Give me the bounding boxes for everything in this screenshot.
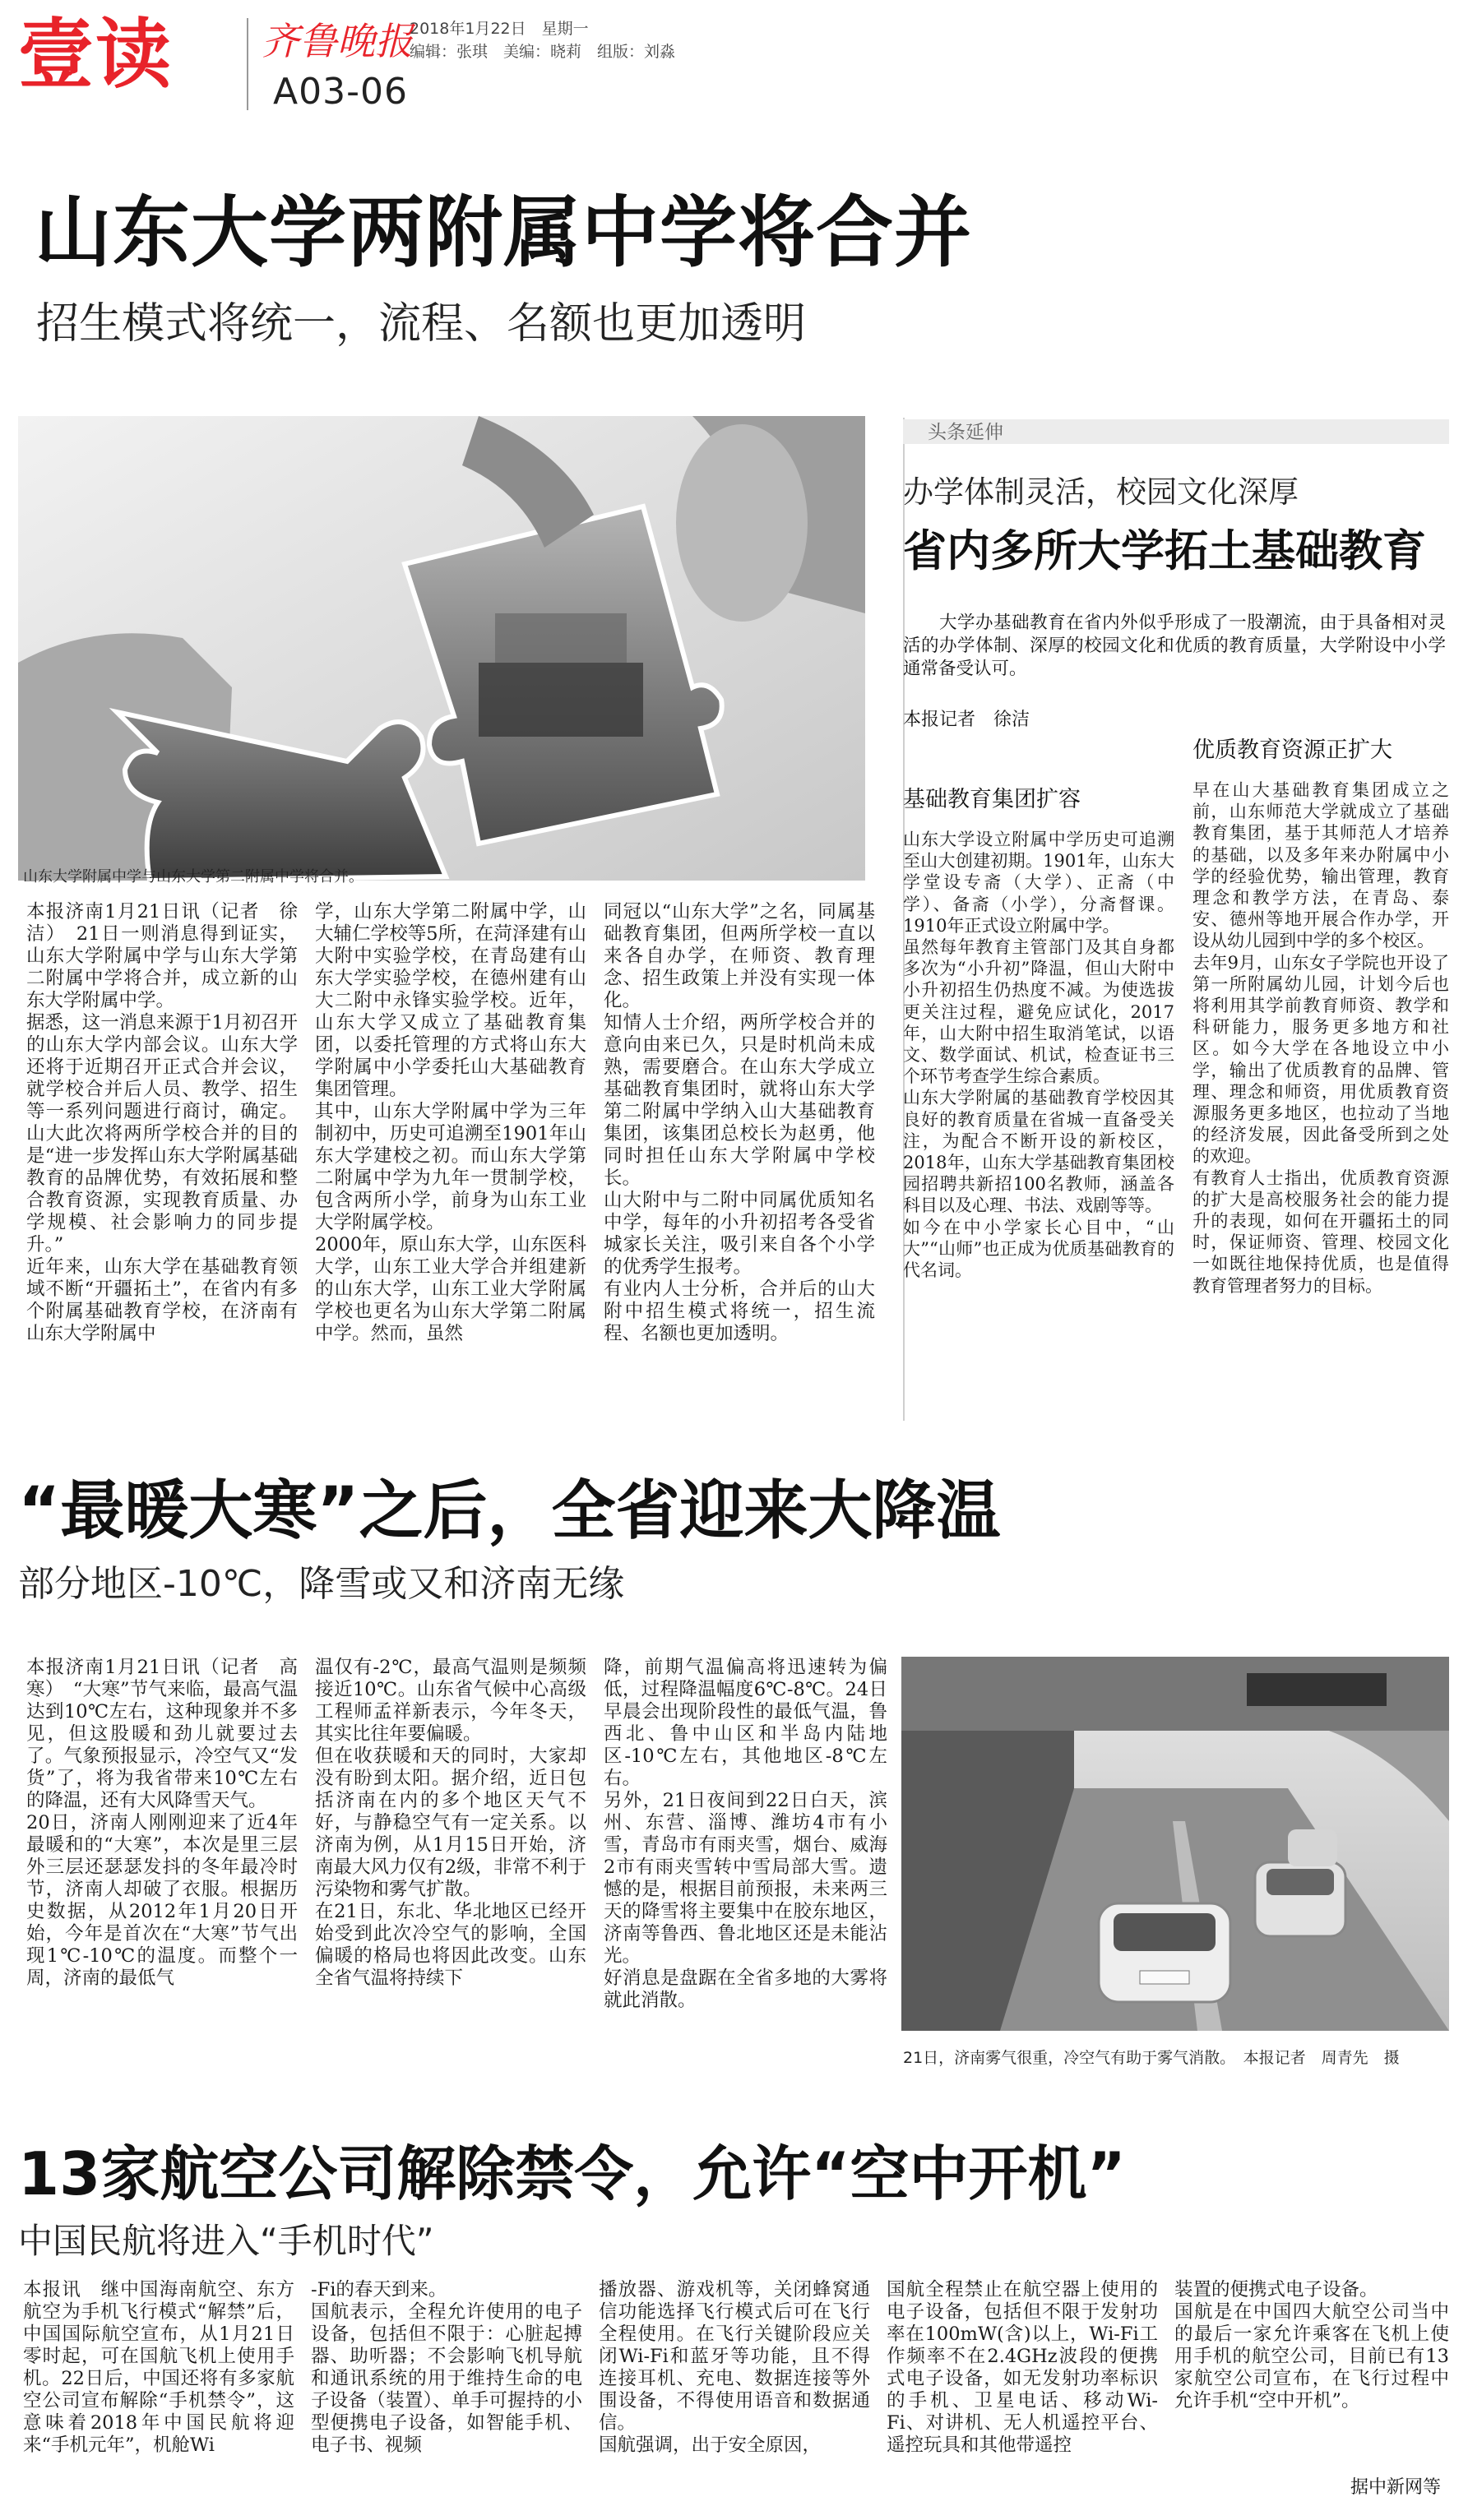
story2-column-1: 本报济南1月21日讯（记者 高寒） “大寒”节气来临，最高气温达到10℃左右，这种现象并不多见，但这股暖和劲儿就要过去了。气象预报显示，冷空气又“发货”了，将为我省带来10℃左右的降温，还有大风降雪天气。 20日，济南人刚刚迎来了近4年最暖和的“大寒”，本次是里三层外三层还瑟瑟发抖的冬年最冷时节，济南人却破了衣服。根据历史数据，从2012年1月20日开始，今年是首次在“大寒”节气出现1℃-10℃的温度。而整个一周，济南的最低气 [26, 1657, 298, 1989]
story3-column-1: 本报讯 继中国海南航空、东方航空为手机飞行模式“解禁”后，中国国际航空宣布，从1月21日零时起，可在国航飞机上使用手机。22日后，中国还将有多家航空公司宣布解除“手机禁令”，这意味着2018年中国民航将迎来“手机元年”，机舱Wi [23, 2279, 294, 2456]
masthead-divider [247, 18, 248, 110]
sidebar-right-subhead: 优质教育资源正扩大 [1192, 738, 1392, 763]
story2-headline: “最暖大寒”之后，全省迎来大降温 [18, 1474, 1001, 1548]
story3-column-5: 装置的便携式电子设备。 国航是在中国四大航空公司当中的最后一家允许乘客在飞机上使用手机的航空公司，目前已有13家航空公司宣布，在飞行过程中允许手机“空中开机”。 [1174, 2279, 1449, 2411]
story3-column-2: -Fi的春天到来。 国航表示，全程允许使用的电子设备，包括但不限于：心脏起搏器、助听器；不会影响飞机导航和通讯系统的用于维持生命的电子设备（装置）、单手可握持的小型便携电子设备，如智能手机、电子书、视频 [311, 2279, 582, 2456]
story1-column-3: 同冠以“山东大学”之名，同属基础教育集团，但两所学校一直以来各自办学，在师资、教育理念、招生政策上并没有实现一体化。 知情人士介绍，两所学校合并的意向由来已久，只是时机尚未成熟，需要磨合。在山东大学成立基础教育集团时，就将山东大学第二附属中学纳入山大基础教育集团，该集团总校长为赵勇，他同时担任山东大学附属中学校长。 山大附中与二附中同属优质知名中学，每年的小升初招考各受省城家长关注，吸引来自各个小学的优秀学生报考。 有业内人士分析，合并后的山大附中招生模式将统一，招生流程、名额也更加透明。 [604, 901, 875, 1344]
story3-subheadline: 中国民航将进入“手机时代” [18, 2221, 434, 2261]
story1-subheadline: 招生模式将统一，流程、名额也更加透明 [36, 299, 807, 349]
section-title: 壹读 [18, 11, 174, 99]
sidebar-kicker: 办学体制灵活，校园文化深厚 [903, 474, 1299, 510]
sidebar-byline: 本报记者 徐洁 [903, 710, 1030, 730]
staff-line: 编辑：张琪 美编：晓莉 组版：刘淼 [410, 43, 676, 61]
page-number: A03-06 [273, 71, 408, 113]
sidebar-tag: 头条延伸 [928, 422, 1003, 443]
foggy-road-photo [901, 1657, 1449, 2031]
story3-column-4: 国航全程禁止在航空器上使用的电子设备，包括但不限于发射功率在100mW(含)以上，Wi-Fi工作频率不在2.4GHz波段的便携式电子设备，如无发射功率标识的手机、卫星电话、移动Wi-Fi、对讲机、无人机遥控平台、遥控玩具和其他带遥控 [887, 2279, 1158, 2456]
story1-photo-caption: 山东大学附属中学与山东大学第二附属中学将合并。 [23, 868, 364, 885]
story1-headline: 山东大学两附属中学将合并 [35, 188, 973, 278]
newspaper-logo: 齐鲁晚报 [262, 19, 413, 63]
sidebar-left-subhead: 基础教育集团扩容 [903, 787, 1081, 812]
story1-column-2: 学，山东大学第二附属中学，山大辅仁学校等5所，在菏泽建有山大附中实验学校，在青岛建有山东大学实验学校，在德州建有山大二附中永锋实验学校。近年，山东大学又成立了基础教育集团，以委托管理的方式将山东大学附属中小学委托山大基础教育集团管理。 其中，山东大学附属中学为三年制初中，历史可追溯至1901年山东大学建校之初。而山东大学第二附属中学为九年一贯制学校，包含两所小学，前身为山东工业大学附属学校。 2000年，原山东大学，山东医科大学，山东工业大学合并组建新的山东大学，山东工业大学附属学校也更名为山东大学第二附属中学。然而，虽然 [315, 901, 586, 1344]
sidebar-summary: 大学办基础教育在省内外似乎形成了一股潮流，由于具备相对灵活的办学体制、深厚的校园文化和优质的教育质量，大学附设中小学通常备受认可。 [903, 613, 1446, 679]
story2-photo [901, 1657, 1449, 2031]
story1-photo [18, 416, 865, 881]
sidebar-left-text: 山东大学设立附属中学历史可追溯至山大创建初期。1901年，山东大学堂设专斋（大学）、正斋（中学）、备斋（小学），分斋督课。1910年正式设立附属中学。 虽然每年教育主管部门及其自身都多次为“小升初”降温，但山大附中小升初招生仍热度不减。为使选拔更关注过程，避免应试化，2017年，山大附中招生取消笔试，以语文、数学面试、机试，检查证书三个环节考查学生综合素质。 山东大学附属的基础教育学校因其良好的教育质量在省城一直备受关注，为配合不断开设的新校区，2018年，山东大学基础教育集团校园招聘共新招100名教师，涵盖各科目以及心理、书法、戏剧等等。 如今在中小学家长心目中，“山大”“山师”也正成为优质基础教育的代名词。 [903, 830, 1174, 1281]
story3-column-3: 播放器、游戏机等，关闭蜂窝通信功能选择飞行模式后可在飞行全程使用。在飞行关键阶段应关闭Wi-Fi和蓝牙等功能，且不得连接耳机、充电、数据连接等外围设备，不得使用语音和数据通信。 国航强调，出于安全原因， [599, 2279, 870, 2456]
story3-headline: 13家航空公司解除禁令，允许“空中开机” [18, 2139, 1126, 2208]
sidebar-headline: 省内多所大学拓土基础教育 [903, 526, 1426, 576]
story1-column-1: 本报济南1月21日讯（记者 徐洁） 21日一则消息得到证实，山东大学附属中学与山东大学第二附属中学将合并，成立新的山东大学附属中学。 据悉，这一消息来源于1月初召开的山东大学内部会议。山东大学还将于近期召开正式合并会议，就学校合并后人员、教学、招生等一系列问题进行商讨，确定。山大此次将两所学校合并的目的是“进一步发挥山东大学附属基础教育的品牌优势，有效拓展和整合教育资源，实现教育质量、办学规模、社会影响力的同步提升。” 近年来，山东大学在基础教育领域不断“开疆拓土”，在省内有多个附属基础教育学校，在济南有山东大学附属中 [26, 901, 298, 1344]
puzzle-photo-illustration [18, 416, 865, 881]
story2-column-3: 降，前期气温偏高将迅速转为偏低，过程降温幅度6℃-8℃。24日早晨会出现阶段性的最低气温，鲁西北、鲁中山区和半岛内陆地区-10℃左右，其他地区-8℃左右。 另外，21日夜间到22日白天，滨州、东营、淄博、潍坊4市有小雪，青岛市有雨夹雪，烟台、威海2市有雨夹雪转中雪局部大雪。遗憾的是，根据目前预报，未来两三天的降雪将主要集中在胶东地区，济南等鲁西、鲁北地区还是未能沾光。 好消息是盘踞在全省多地的大雾将就此消散。 [604, 1657, 887, 2011]
story2-photo-caption: 21日，济南雾气很重，冷空气有助于雾气消散。 本报记者 周青先 摄 [903, 2049, 1400, 2067]
sidebar-right-text: 早在山大基础教育集团成立之前，山东师范大学就成立了基础教育集团，基于其师范人才培养的基础，以及多年来办附属中小学的经验优势，输出管理，教育理念和教学方法，在青岛、泰安、德州等地开展合作办学，开设从幼儿园到中学的多个校区。 去年9月，山东女子学院也开设了第一所附属幼儿园，计划今后也将利用其学前教育师资、教学和科研能力，服务更多地方和社区。如今大学在各地设立中小学，输出了优质教育的品牌、管理、理念和师资，用优质教育资源服务更多地区，也拉动了当地的经济发展，因此备受所到之处的欢迎。 有教育人士指出，优质教育资源的扩大是高校服务社会的能力提升的表现，如何在开疆拓土的同时，保证师资、管理、校园文化一如既往地保持优质，也是值得教育管理者努力的目标。 [1192, 780, 1449, 1296]
date-line: 2018年1月22日 星期一 [410, 20, 589, 38]
story2-subheadline: 部分地区-10℃，降雪或又和济南无缘 [18, 1563, 625, 1605]
story3-credit: 据中新网等 [1350, 2477, 1442, 2498]
story2-column-2: 温仅有-2℃，最高气温则是频频接近10℃。山东省气候中心高级工程师孟祥新表示，今年冬天，其实比往年要偏暖。 但在收获暖和天的同时，大家却没有盼到太阳。据介绍，近日包括济南在内的多个地区天气不好，与静稳空气有一定关系。以济南为例，从1月15日开始，济南最大风力仅有2级，非常不利于污染物和雾气扩散。 在21日，东北、华北地区已经开始受到此次冷空气的影响，全国偏暖的格局也将因此改变。山东全省气温将持续下 [315, 1657, 586, 1989]
